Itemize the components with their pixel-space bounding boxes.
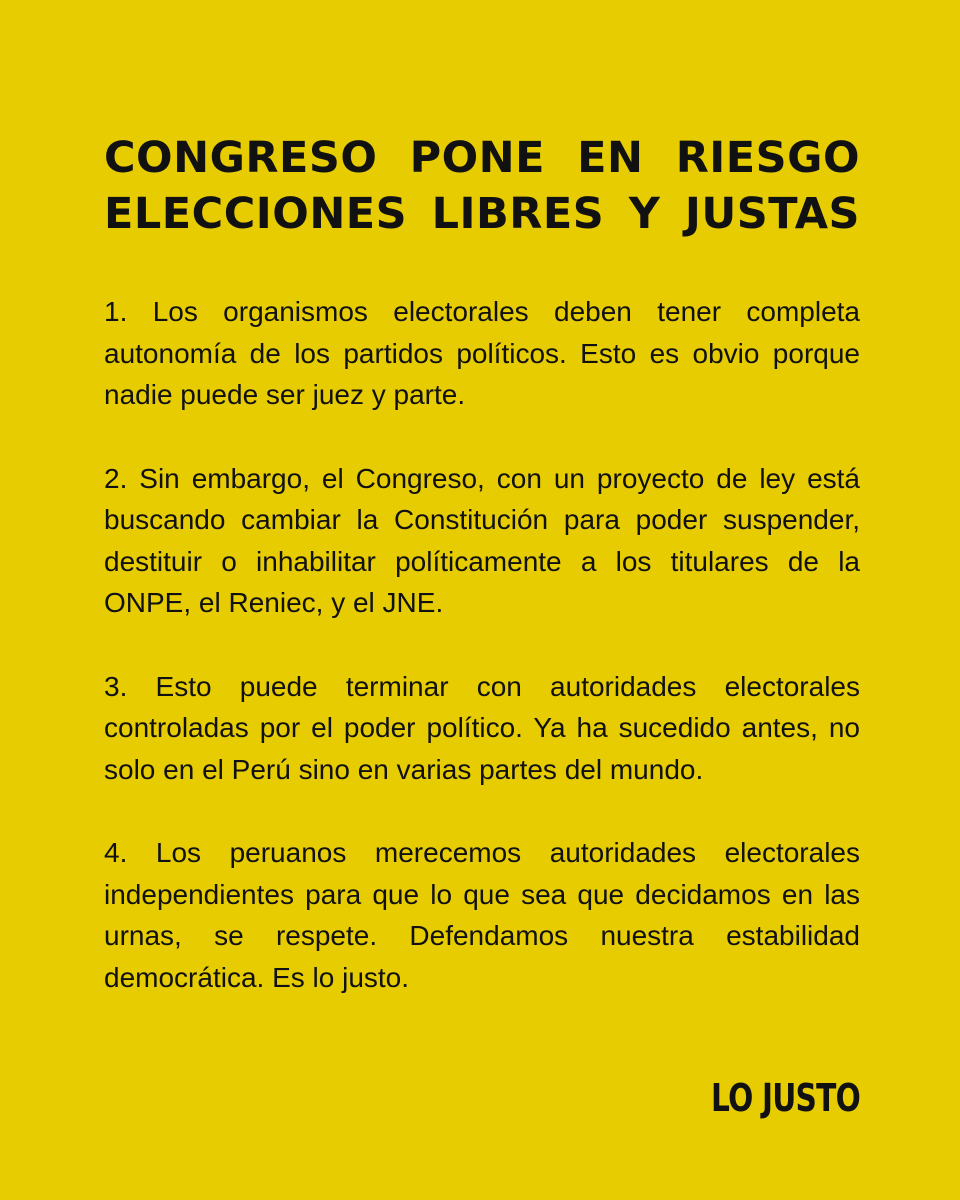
logo-text: LO JUSTO bbox=[711, 1076, 860, 1120]
headline-line-2: ELECCIONES LIBRES Y JUSTAS bbox=[104, 189, 860, 239]
lo-justo-logo bbox=[711, 1072, 860, 1124]
paragraph-3: 3. Esto puede terminar con autoridades electorales controladas por el poder político. Ya ha sucedido antes, no solo en el Perú sino en varias partes del mundo. bbox=[104, 670, 860, 785]
headline-line-1: CONGRESO PONE EN RIESGO bbox=[104, 133, 860, 183]
paragraph-2: 2. Sin embargo, el Congreso, con un proyecto de ley está buscando cambiar la Constitución para poder suspender, destituir o inhabilitar políticamente a los titulares de la ONPE, el Reniec, y el JNE. bbox=[104, 462, 860, 618]
body-text bbox=[104, 291, 860, 1040]
headline bbox=[104, 130, 860, 242]
paragraph-4: 4. Los peruanos merecemos autoridades electorales independientes para que lo que sea que decidamos en las urnas, se respete. Defendamos nuestra estabilidad democrática. Es lo justo. bbox=[104, 837, 860, 993]
paragraph-1: 1. Los organismos electorales deben tener completa autonomía de los partidos políticos. Esto es obvio porque nadie puede ser juez y parte. bbox=[104, 296, 860, 410]
